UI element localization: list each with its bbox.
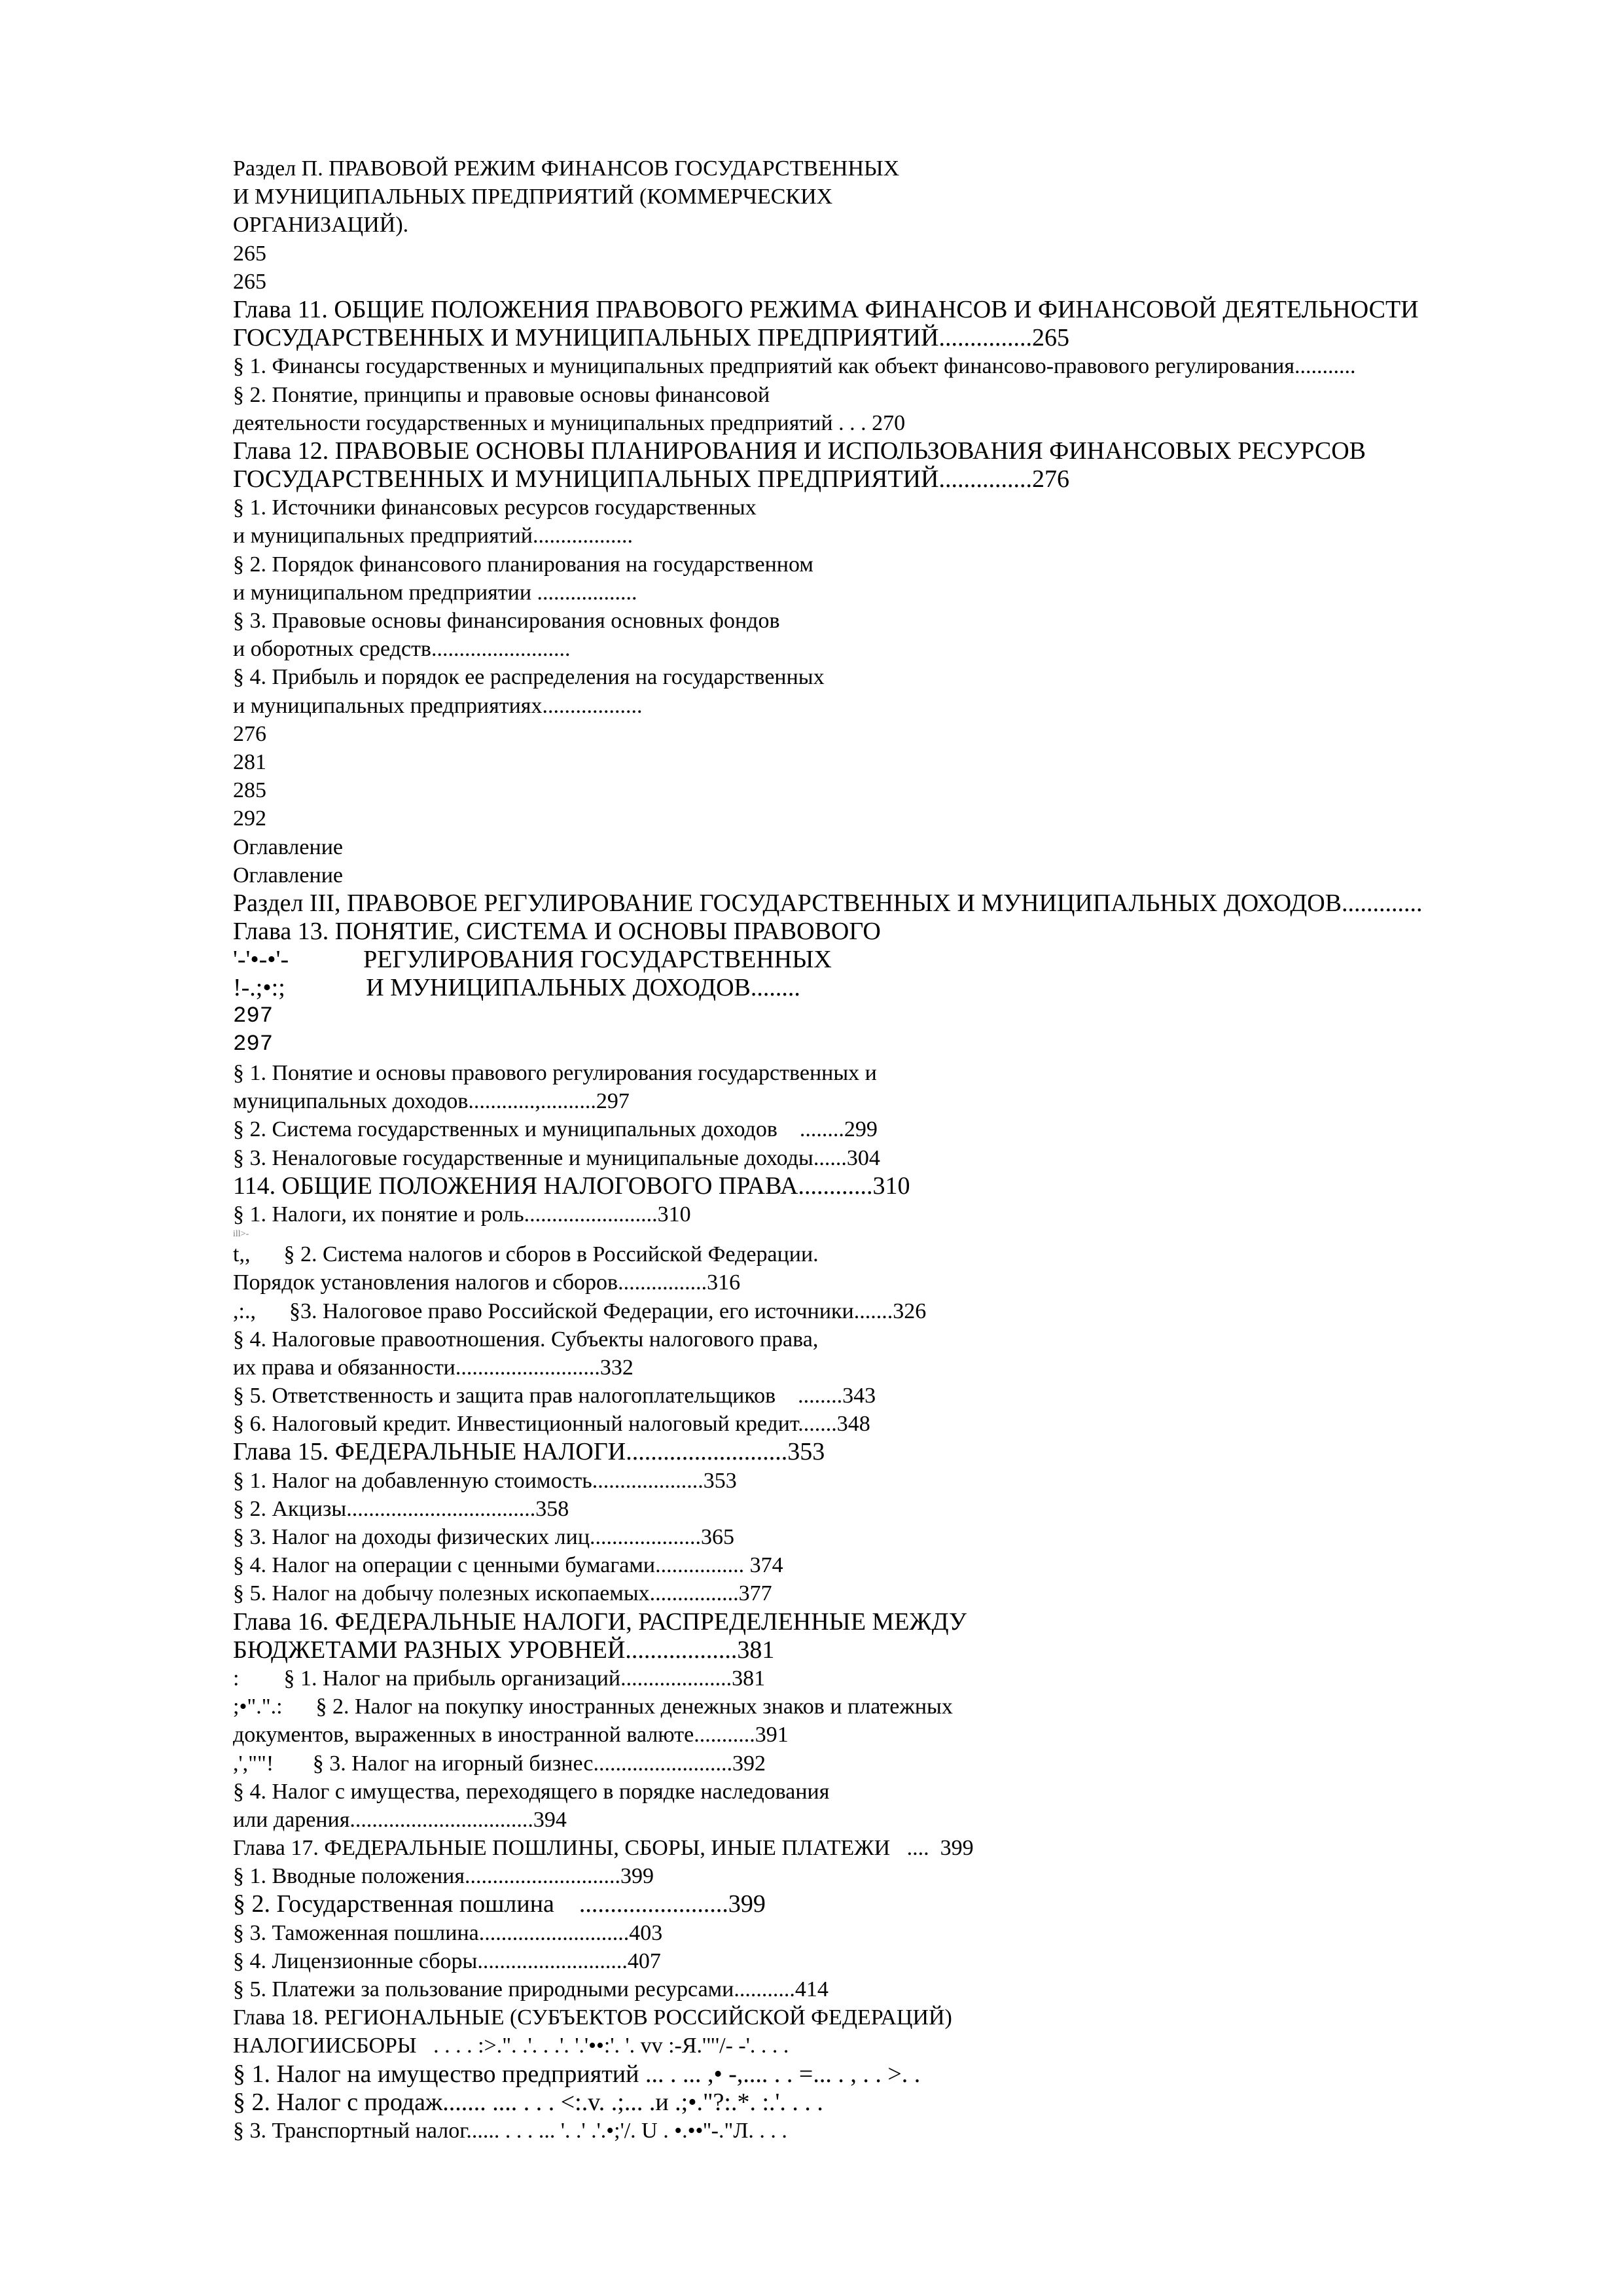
toc-line: § 5. Платежи за пользование природными ресурсами...........414 [233,1977,829,2001]
toc-line: ОРГАНИЗАЦИЙ). [233,213,409,238]
toc-line: § 5. Ответственность и защита прав налогоплательщиков ........343 [233,1384,876,1408]
toc-line: и муниципальных предприятиях.................. [233,693,643,718]
toc-line: § 1. Финансы государственных и муниципальных предприятий как объект финансово-правового регулирования........... [233,354,1356,379]
toc-line: § 3. Правовые основы финансирования основных фондов [233,609,780,633]
toc-line: Раздел П. ПРАВОВОЙ РЕЖИМ ФИНАНСОВ ГОСУДАРСТВЕННЫХ [233,156,900,181]
toc-line: 265 [233,269,266,294]
toc-line: и оборотных средств......................... [233,637,571,662]
toc-line: ill>- [233,1229,249,1240]
toc-line: Глава 15. ФЕДЕРАЛЬНЫЕ НАЛОГИ..........................353 [233,1438,825,1466]
toc-line: НАЛОГИИСБОРЫ . . . . :>.". .'. . .'. '.'••:'. '. vv :-Я.'"'/- -'. . . . [233,2034,789,2058]
toc-line: деятельности государственных и муниципальных предприятий . . . 270 [233,410,906,435]
toc-line: ;•".".: § 2. Налог на покупку иностранных денежных знаков и платежных [233,1695,953,1719]
toc-line: !-.;•:; И МУНИЦИПАЛЬНЫХ ДОХОДОВ........ [233,974,800,1002]
toc-line: § 2. Система государственных и муниципальных доходов ........299 [233,1117,878,1142]
toc-line: ,',""! § 3. Налог на игорный бизнес.........................392 [233,1751,766,1776]
toc-line: 276 [233,721,266,746]
toc-line: : § 1. Налог на прибыль организаций....................381 [233,1666,766,1691]
toc-line: § 1. Вводные положения............................399 [233,1864,654,1889]
toc-line: § 3. Таможенная пошлина...........................403 [233,1920,663,1945]
toc-line: документов, выраженных в иностранной валюте...........391 [233,1723,789,1748]
toc-line: § 6. Налоговый кредит. Инвестиционный налоговый кредит.......348 [233,1412,870,1437]
toc-line: § 3. Налог на доходы физических лиц....................365 [233,1525,735,1549]
toc-line: § 1. Понятие и основы правового регулирования государственных и [233,1061,877,1085]
toc-line: ГОСУДАРСТВЕННЫХ И МУНИЦИПАЛЬНЫХ ПРЕДПРИЯТИЙ...............276 [233,465,1069,493]
toc-line: § 1. Налог на имущество предприятий ... . ... ,• -,.... . . =... . , . . >. . [233,2060,921,2088]
toc-line: 297 [233,1031,274,1057]
toc-line: 265 [233,241,266,266]
toc-line: Глава 11. ОБЩИЕ ПОЛОЖЕНИЯ ПРАВОВОГО РЕЖИМА ФИНАНСОВ И ФИНАНСОВОЙ ДЕЯТЕЛЬНОСТИ [233,295,1419,323]
toc-line: ,:., §3. Налоговое право Российской Федерации, его источники.......326 [233,1299,927,1323]
toc-line: ГОСУДАРСТВЕННЫХ И МУНИЦИПАЛЬНЫХ ПРЕДПРИЯТИЙ...............265 [233,324,1069,352]
toc-line: § 4. Прибыль и порядок ее распределения на государственных [233,665,825,690]
toc-line: § 4. Налоговые правоотношения. Субъекты налогового права, [233,1327,819,1352]
toc-line: § 2. Порядок финансового планирования на государственном [233,552,813,577]
toc-line: или дарения.................................394 [233,1807,567,1832]
toc-line: § 2. Государственная пошлина ........................399 [233,1890,766,1918]
toc-line: § 3. Транспортный налог...... . . . ... '. .' .'.•;'/. U . •.••''-."Л. . . . [233,2118,787,2143]
toc-line: § 2. Налог с продаж....... .... . . . <:.v. .;... .и .;•."?:.*. :.'. . . . [233,2088,823,2116]
toc-line: Оглавление [233,863,343,888]
toc-line: и муниципальном предприятии .................. [233,580,637,605]
toc-line: их права и обязанности..........................332 [233,1355,633,1380]
toc-line: Оглавление [233,834,343,859]
toc-line: 292 [233,806,266,831]
toc-line: БЮДЖЕТАМИ РАЗНЫХ УРОВНЕЙ..................381 [233,1636,775,1664]
toc-line: § 3. Неналоговые государственные и муниципальные доходы......304 [233,1145,880,1170]
toc-line: Порядок установления налогов и сборов................316 [233,1270,741,1295]
toc-line: 297 [233,1003,274,1029]
toc-line: § 1. Налоги, их понятие и роль........................310 [233,1202,691,1227]
toc-line: Глава 12. ПРАВОВЫЕ ОСНОВЫ ПЛАНИРОВАНИЯ И ИСПОЛЬЗОВАНИЯ ФИНАНСОВЫХ РЕСУРСОВ [233,437,1366,465]
toc-line: '-'•-•'- РЕГУЛИРОВАНИЯ ГОСУДАРСТВЕННЫХ [233,946,832,974]
toc-line: Глава 17. ФЕДЕРАЛЬНЫЕ ПОШЛИНЫ, СБОРЫ, ИНЫЕ ПЛАТЕЖИ .... 399 [233,1836,974,1861]
table-of-contents [233,154,1542,2145]
toc-line: 281 [233,749,266,774]
toc-line: t,, § 2. Система налогов и сборов в Российской Федерации. [233,1242,819,1267]
toc-line: муниципальных доходов............,..........297 [233,1089,630,1114]
toc-line: Глава 13. ПОНЯТИЕ, СИСТЕМА И ОСНОВЫ ПРАВОВОГО [233,918,881,946]
toc-line: Глава 16. ФЕДЕРАЛЬНЫЕ НАЛОГИ, РАСПРЕДЕЛЕННЫЕ МЕЖДУ [233,1607,967,1636]
toc-line: § 5. Налог на добычу полезных ископаемых................377 [233,1581,772,1606]
toc-line: § 1. Налог на добавленную стоимость....................353 [233,1468,737,1493]
toc-line: § 4. Налог на операции с ценными бумагами................ 374 [233,1553,783,1578]
toc-line: Глава 18. РЕГИОНАЛЬНЫЕ (СУБЪЕКТОВ РОССИЙСКОЙ ФЕДЕРАЦИЙ) [233,2005,952,2030]
toc-line: и муниципальных предприятий.................. [233,524,633,548]
toc-line: 114. ОБЩИЕ ПОЛОЖЕНИЯ НАЛОГОВОГО ПРАВА............310 [233,1172,910,1200]
toc-line: § 4. Лицензионные сборы...........................407 [233,1948,661,1973]
toc-line: Раздел III, ПРАВОВОЕ РЕГУЛИРОВАНИЕ ГОСУДАРСТВЕННЫХ И МУНИЦИПАЛЬНЫХ ДОХОДОВ............. [233,889,1423,917]
toc-line: 285 [233,778,266,803]
toc-line: § 1. Источники финансовых ресурсов государственных [233,495,757,520]
toc-line: § 2. Понятие, принципы и правовые основы финансовой [233,382,770,407]
toc-line: И МУНИЦИПАЛЬНЫХ ПРЕДПРИЯТИЙ (КОММЕРЧЕСКИХ [233,185,833,209]
toc-line: § 4. Налог с имущества, переходящего в порядке наследования [233,1779,830,1804]
toc-line: § 2. Акцизы..................................358 [233,1496,569,1521]
